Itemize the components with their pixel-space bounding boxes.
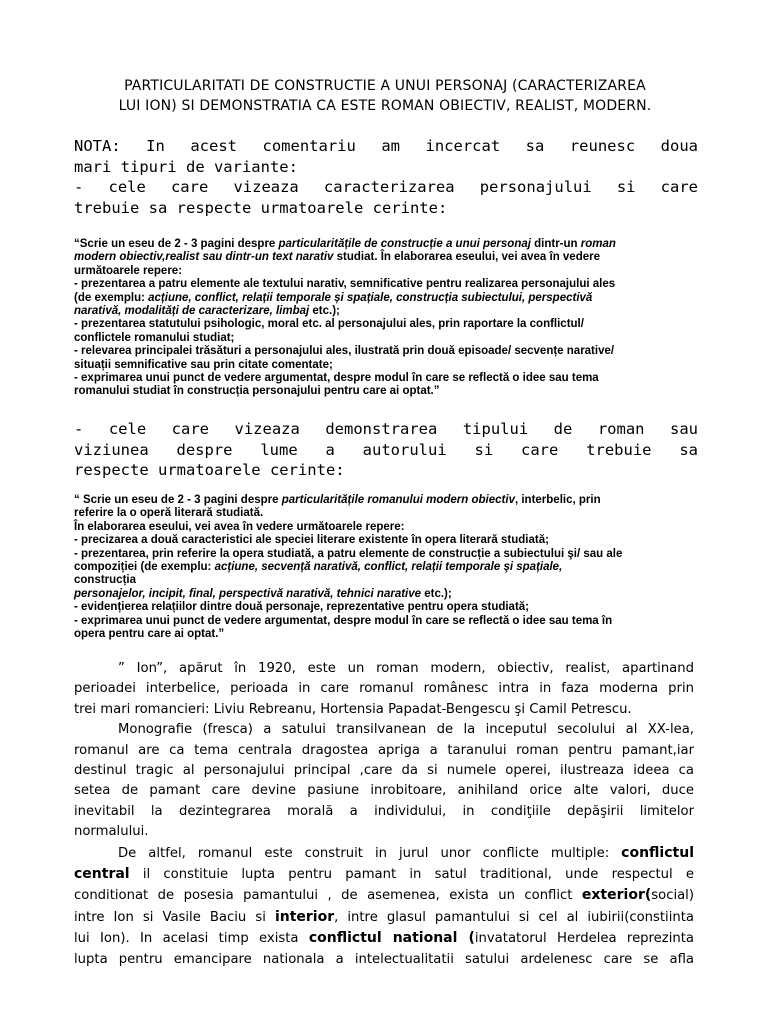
req-line: referire la o operă literară studiată. [74,507,264,520]
essay-line: central il constituie lupta pentru pamant in satul traditional, unde respectul e [74,866,694,883]
essay-line: lui Ion). In acelasi timp exista conflictul national (invatatorul Herdelea reprezinta [74,930,694,947]
nota-line: trebuie sa respecte urmatoarele cerinte: [74,198,448,217]
req-line: următoarele repere: [74,264,183,277]
essay-line: trei mari romancieri: Liviu Rebreanu, Hortensia Papadat-Bengescu şi Camil Petrescu. [74,701,632,717]
req-line: “ Scrie un eseu de 2 - 3 pagini despre particularitățile romanului modern obiectiv, interbelic, prin [74,494,601,506]
req-line: situații semnificative sau prin citate comentate; [74,358,333,371]
variant-2-block [74,419,698,481]
req-line: “Scrie un eseu de 2 - 3 pagini despre particularitățile de construcție a unui personaj dintr-un roman [74,238,616,250]
essay-line: romanul are ca tema centrala dragostea apriga a taranului roman pentru pamant,iar [74,742,694,758]
title-line: PARTICULARITATI DE CONSTRUCTIE A UNUI PERSONAJ (CARACTERIZAREA [124,78,646,94]
essay-line: ” Ion”, apărut în 1920, este un roman modern, obiectiv, realist, apartinand [118,661,694,676]
essay-line: lupta pentru emancipare nationala a intelectualitatii satului ardelenesc care se afla [74,951,694,967]
nota-line: mari tipuri de variante: [74,157,298,176]
essay-line: destinul tragic al personajului principal ,care da si numele operei, ilustreaza ideea ca [74,763,694,779]
essay-line: De altfel, romanul este construit in jurul unor conflicte multiple: conflictul [118,844,694,861]
req-line: personajelor, incipit, final, perspectivă narativă, tehnici narative etc.); [74,587,452,600]
variant-line: - cele care vizeaza demonstrarea tipului de roman sau [74,420,698,438]
req-line: - prezentarea statutului psihologic, moral etc. al personajului ales, prin raportare la conflictul/ [74,318,584,331]
nota-line: NOTA: In acest comentariu am incercat sa reunesc doua [74,137,698,155]
variant-line: viziunea despre lume a autorului si care trebuie sa [74,440,698,459]
req-line: romanului studiat în construcția personajului pentru care ai optat.” [74,385,440,398]
req-line: narativă, modalități de caracterizare, limbaj etc.); [74,305,340,318]
title-line: LUI ION) SI DEMONSTRATIA CA ESTE ROMAN OBIECTIV, REALIST, MODERN. [118,98,652,114]
essay-line: intre Ion si Vasile Baciu si interior, intre glasul pamantului si cel al iubirii(constiinta [74,908,694,925]
req-line: - exprimarea unui punct de vedere argumentat, despre modul în care se reflectă o idee sau tema [74,372,599,385]
req-line: (de exemplu: acțiune, conflict, relații temporale și spațiale, construcția subiectului, perspectivă [74,291,593,304]
variant-line: respecte urmatoarele cerinte: [74,461,345,479]
essay-line: perioadei interbelice, perioada in care romanul românesc intra in faza moderna prin [74,681,694,697]
requirements-block-1 [74,238,688,399]
nota-block [74,136,698,218]
essay-body [74,659,694,970]
req-line: construcția [74,574,136,587]
req-line: - relevarea principalei trăsături a personajului ales, ilustrată prin două episoade/ secvențe narative/ [74,345,615,358]
essay-line: setea de pamant care devine pasiune inrobitoare, anihiland orice alte valori, duce [74,783,694,799]
req-line: - exprimarea unui punct de vedere argumentat, despre modul în care se reflectă o idee sau tema în [74,614,613,627]
req-line: - precizarea a două caracteristici ale speciei literare existente în opera literară studiată; [74,534,549,547]
essay-line: normalului. [74,824,149,840]
requirements-block-2 [74,494,688,641]
req-line: - evidențierea relațiilor dintre două personaje, reprezentative pentru opera studiată; [74,601,530,614]
req-line: - prezentarea, prin referire la opera studiată, a patru elemente de construcție a subiectului şi/ sau ale [74,547,623,560]
nota-line: - cele care vizeaza caracterizarea personajului si care [74,178,698,196]
essay-line: inevitabil la dezintegrarea morală a individului, in condiţiile depăşirii limitelor [74,803,694,819]
req-line: opera pentru care ai optat.” [74,628,225,641]
req-line: modern obiectiv,realist sau dintr-un text narativ studiat. În elaborarea eseului, vei avea în vedere [74,251,600,264]
document-title [74,76,696,116]
req-line: compoziției (de exemplu: acțiune, secvență narativă, conflict, relații temporale şi spațiale, [74,561,563,574]
req-line: - prezentarea a patru elemente ale textului narativ, semnificative pentru realizarea personajului ales [74,278,616,291]
req-line: În elaborarea eseului, vei avea în vedere următoarele repere: [74,520,405,533]
req-line: conflictele romanului studiat; [74,331,235,344]
essay-line: conditionat de posesia pamantului , de asemenea, exista un conflict exterior(social) [74,887,694,904]
essay-line: Monografie (fresca) a satului transilvanean de la inceputul secolului al XX-lea, [118,722,694,738]
